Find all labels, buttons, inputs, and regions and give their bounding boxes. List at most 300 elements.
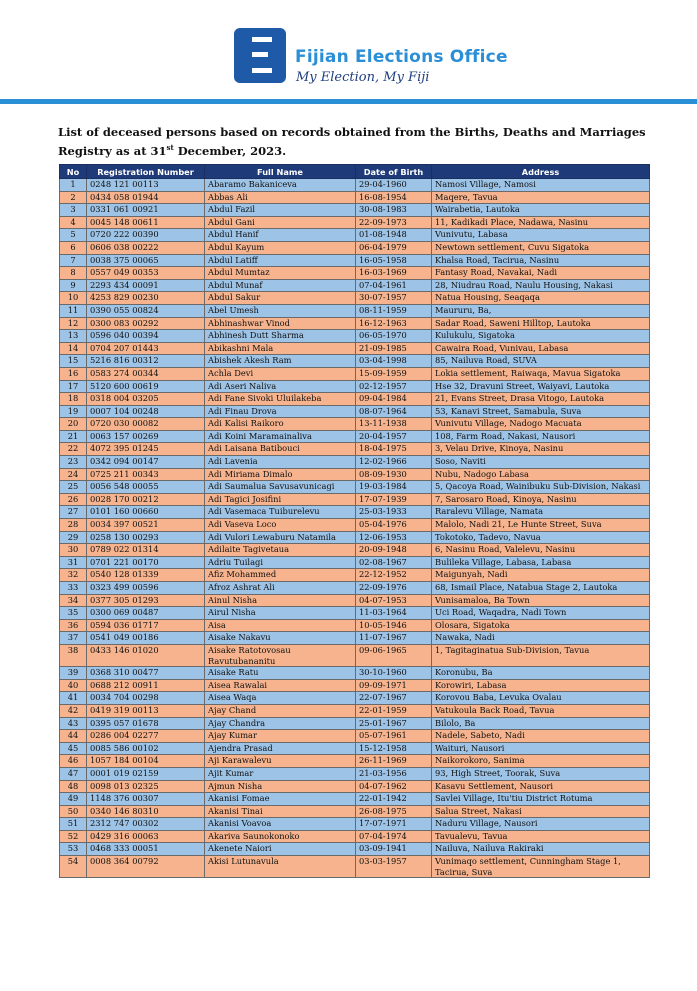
cell-date-of-birth: 07-04-1961 [356,279,432,292]
cell-registration-number: 0390 055 00824 [87,304,205,317]
table-row [60,241,650,254]
cell-registration-number: 0720 222 00390 [87,229,205,242]
cell-date-of-birth: 25-01-1967 [356,717,432,730]
cell-no: 4 [60,216,87,229]
cell-date-of-birth: 30-07-1957 [356,292,432,305]
table-row [60,594,650,607]
cell-no: 19 [60,405,87,418]
cell-address: Bulileka Village, Labasa, Labasa [432,556,650,569]
cell-date-of-birth: 16-05-1958 [356,254,432,267]
table-row [60,267,650,280]
table-row [60,304,650,317]
table-row [60,367,650,380]
cell-full-name: Adi Tagici Josifini [205,493,356,506]
cell-no: 44 [60,730,87,743]
cell-address: Tavualevu, Tavua [432,830,650,843]
cell-address: Nadele, Sabeto, Nadi [432,730,650,743]
cell-address: Vatukoula Back Road, Tavua [432,704,650,717]
cell-registration-number: 0429 316 00063 [87,830,205,843]
cell-date-of-birth: 04-07-1962 [356,780,432,793]
cell-no: 17 [60,380,87,393]
cell-registration-number: 0038 375 00065 [87,254,205,267]
cell-no: 29 [60,531,87,544]
cell-address: 11, Kadikadi Place, Nadawa, Nasinu [432,216,650,229]
cell-registration-number: 0286 004 02277 [87,730,205,743]
cell-date-of-birth: 04-07-1953 [356,594,432,607]
table-row [60,856,650,878]
cell-no: 23 [60,456,87,469]
cell-full-name: Afiz Mohammed [205,569,356,582]
cell-full-name: Ajay Kumar [205,730,356,743]
table-row [60,607,650,620]
cell-address: Newtown settlement, Cuvu Sigatoka [432,241,650,254]
cell-no: 28 [60,519,87,532]
cell-address: Maururu, Ba, [432,304,650,317]
cell-registration-number: 0688 212 00911 [87,679,205,692]
cell-full-name: Abdul Kayum [205,241,356,254]
table-row [60,619,650,632]
table-row [60,755,650,768]
cell-full-name: Adi Koini Maramainaliva [205,430,356,443]
cell-registration-number: 5120 600 00619 [87,380,205,393]
cell-date-of-birth: 26-08-1975 [356,805,432,818]
title-text-end: December, 2023. [173,143,287,158]
cell-full-name: Ajendra Prasad [205,742,356,755]
table-row [60,767,650,780]
cell-date-of-birth: 03-09-1941 [356,843,432,856]
cell-no: 51 [60,818,87,831]
cell-no: 8 [60,267,87,280]
cell-address: 108, Farm Road, Nakasi, Nausori [432,430,650,443]
table-row [60,506,650,519]
cell-registration-number: 0789 022 01314 [87,544,205,557]
logo-stroke [252,68,272,73]
cell-date-of-birth: 02-08-1967 [356,556,432,569]
table-row [60,292,650,305]
cell-full-name: Adriu Tuilagi [205,556,356,569]
cell-address: 6, Nasinu Road, Valelevu, Nasinu [432,544,650,557]
cell-registration-number: 0596 040 00394 [87,330,205,343]
cell-date-of-birth: 20-09-1948 [356,544,432,557]
cell-full-name: Abdul Latiff [205,254,356,267]
cell-full-name: Ajmun Nisha [205,780,356,793]
cell-address: Savlei Village, Itu'tiu District Rotuma [432,793,650,806]
cell-address: 7, Sarosaro Road, Kinoya, Nasinu [432,493,650,506]
cell-address: Tokotoko, Tadevo, Navua [432,531,650,544]
cell-no: 2 [60,191,87,204]
cell-date-of-birth: 15-09-1959 [356,367,432,380]
cell-full-name: Adi Laisana Batibouci [205,443,356,456]
cell-no: 30 [60,544,87,557]
cell-registration-number: 0725 211 00343 [87,468,205,481]
table-row [60,179,650,192]
table-row [60,393,650,406]
table-body [60,179,650,878]
cell-address: Kasavu Settlement, Nausori [432,780,650,793]
table-row [60,355,650,368]
cell-date-of-birth: 05-07-1961 [356,730,432,743]
cell-registration-number: 0704 207 01443 [87,342,205,355]
column-header-address: Address [432,165,650,179]
cell-no: 37 [60,632,87,645]
cell-registration-number: 0063 157 00269 [87,430,205,443]
table-row [60,632,650,645]
cell-registration-number: 0433 146 01020 [87,644,205,666]
table-row [60,704,650,717]
cell-full-name: Abbas Ali [205,191,356,204]
cell-full-name: Adi Finau Drova [205,405,356,418]
cell-address: Nubu, Nadogo Labasa [432,468,650,481]
table-row [60,216,650,229]
cell-registration-number: 0085 586 00102 [87,742,205,755]
table-row [60,793,650,806]
table-row [60,317,650,330]
table-row [60,805,650,818]
cell-full-name: Adi Saumalua Savusavunicagi [205,481,356,494]
table-row [60,730,650,743]
table-row [60,692,650,705]
cell-full-name: Aisa [205,619,356,632]
cell-registration-number: 0248 121 00113 [87,179,205,192]
cell-address: Maigunyah, Nadi [432,569,650,582]
cell-registration-number: 0541 049 00186 [87,632,205,645]
org-tagline: My Election, My Fiji [296,70,430,85]
cell-registration-number: 0045 148 00611 [87,216,205,229]
cell-address: Vunivutu Village, Nadogo Macuata [432,418,650,431]
cell-no: 40 [60,679,87,692]
cell-registration-number: 0368 310 00477 [87,667,205,680]
cell-full-name: Abikashni Mala [205,342,356,355]
table-row [60,556,650,569]
cell-registration-number: 2293 434 00091 [87,279,205,292]
cell-registration-number: 0001 019 02159 [87,767,205,780]
cell-registration-number: 0701 221 00170 [87,556,205,569]
table-row [60,493,650,506]
cell-no: 49 [60,793,87,806]
cell-address: Maqere, Tavua [432,191,650,204]
table-row [60,191,650,204]
cell-date-of-birth: 07-04-1974 [356,830,432,843]
table-row [60,380,650,393]
cell-registration-number: 0377 305 01293 [87,594,205,607]
cell-date-of-birth: 03-04-1998 [356,355,432,368]
cell-registration-number: 0540 128 01339 [87,569,205,582]
cell-no: 11 [60,304,87,317]
cell-date-of-birth: 09-09-1971 [356,679,432,692]
table-row [60,742,650,755]
cell-address: Koronubu, Ba [432,667,650,680]
cell-address: Hse 32, Dravuni Street, Waiyavi, Lautoka [432,380,650,393]
column-header-dob: Date of Birth [356,165,432,179]
document-title [58,124,648,159]
cell-registration-number: 0323 499 00596 [87,582,205,595]
cell-address: 85, Nailuva Road, SUVA [432,355,650,368]
cell-full-name: Adi Lavenia [205,456,356,469]
cell-full-name: Akisi Lutunavula [205,856,356,878]
cell-date-of-birth: 20-04-1957 [356,430,432,443]
cell-full-name: Adi Miriama Dimalo [205,468,356,481]
cell-registration-number: 0028 170 00212 [87,493,205,506]
cell-address: 28, Niudrau Road, Naulu Housing, Nakasi [432,279,650,292]
cell-no: 38 [60,644,87,666]
cell-full-name: Abdul Fazil [205,204,356,217]
cell-no: 15 [60,355,87,368]
cell-no: 18 [60,393,87,406]
cell-registration-number: 0557 049 00353 [87,267,205,280]
cell-registration-number: 0034 397 00521 [87,519,205,532]
cell-address: Raralevu Village, Namata [432,506,650,519]
cell-registration-number: 0720 030 00082 [87,418,205,431]
cell-registration-number: 1148 376 00307 [87,793,205,806]
table-row [60,717,650,730]
column-header-name: Full Name [205,165,356,179]
cell-no: 10 [60,292,87,305]
logo-stroke [252,37,272,42]
cell-full-name: Abaramo Bakaniceva [205,179,356,192]
cell-full-name: Akanisi Voavoa [205,818,356,831]
cell-no: 26 [60,493,87,506]
title-text: List of deceased persons based on records obtained from the Births, Deaths and Marriages Registry as at 31 [58,125,646,158]
cell-address: Waituri, Nausori [432,742,650,755]
cell-full-name: Ajay Chandra [205,717,356,730]
cell-date-of-birth: 22-07-1967 [356,692,432,705]
cell-address: 93, High Street, Toorak, Suva [432,767,650,780]
cell-full-name: Ajit Kumar [205,767,356,780]
cell-date-of-birth: 08-09-1930 [356,468,432,481]
cell-date-of-birth: 08-07-1964 [356,405,432,418]
cell-registration-number: 0342 094 00147 [87,456,205,469]
cell-registration-number: 0034 704 00298 [87,692,205,705]
cell-no: 36 [60,619,87,632]
cell-date-of-birth: 02-12-1957 [356,380,432,393]
table-row [60,544,650,557]
cell-date-of-birth: 11-07-1967 [356,632,432,645]
cell-date-of-birth: 03-03-1957 [356,856,432,878]
cell-address: 53, Kanavi Street, Samabula, Suva [432,405,650,418]
cell-date-of-birth: 15-12-1958 [356,742,432,755]
cell-address: Nailuva, Nailuva Rakiraki [432,843,650,856]
cell-date-of-birth: 09-06-1965 [356,644,432,666]
cell-address: 1, Tagitaginatua Sub-Division, Tavua [432,644,650,666]
cell-date-of-birth: 22-01-1942 [356,793,432,806]
cell-date-of-birth: 22-01-1959 [356,704,432,717]
table-row [60,279,650,292]
cell-address: Wairabetia, Lautoka [432,204,650,217]
cell-registration-number: 0318 004 03205 [87,393,205,406]
cell-date-of-birth: 25-03-1933 [356,506,432,519]
cell-address: Khalsa Road, Tacirua, Nasinu [432,254,650,267]
column-header-registration: Registration Number [87,165,205,179]
title-superscript: st [166,143,174,152]
table-row [60,519,650,532]
cell-date-of-birth: 17-07-1939 [356,493,432,506]
cell-no: 24 [60,468,87,481]
cell-address: Korovou Baba, Levuka Ovalau [432,692,650,705]
cell-full-name: Abel Umesh [205,304,356,317]
logo-stroke [252,52,268,57]
table-row [60,667,650,680]
cell-no: 32 [60,569,87,582]
cell-no: 47 [60,767,87,780]
table-row [60,330,650,343]
cell-date-of-birth: 17-07-1971 [356,818,432,831]
cell-address: Korowiri, Labasa [432,679,650,692]
cell-full-name: Airul Nisha [205,607,356,620]
table-row [60,342,650,355]
cell-no: 52 [60,830,87,843]
cell-full-name: Aisake Ratu [205,667,356,680]
cell-full-name: Abdul Hanif [205,229,356,242]
cell-registration-number: 0300 069 00487 [87,607,205,620]
cell-no: 35 [60,607,87,620]
cell-full-name: Aisake Nakavu [205,632,356,645]
deceased-persons-table [59,164,650,878]
cell-address: Soso, Naviti [432,456,650,469]
cell-no: 7 [60,254,87,267]
cell-no: 6 [60,241,87,254]
cell-no: 43 [60,717,87,730]
cell-registration-number: 4253 829 00230 [87,292,205,305]
cell-address: Bilolo, Ba [432,717,650,730]
table-row [60,418,650,431]
table-row [60,531,650,544]
table-row [60,229,650,242]
cell-date-of-birth: 08-11-1959 [356,304,432,317]
cell-date-of-birth: 21-03-1956 [356,767,432,780]
cell-date-of-birth: 06-05-1970 [356,330,432,343]
table-row [60,569,650,582]
cell-date-of-birth: 06-04-1979 [356,241,432,254]
cell-registration-number: 0331 061 00921 [87,204,205,217]
cell-registration-number: 0258 130 00293 [87,531,205,544]
cell-full-name: Adi Vaseva Loco [205,519,356,532]
cell-registration-number: 4072 395 01245 [87,443,205,456]
cell-address: 3, Velau Drive, Kinoya, Nasinu [432,443,650,456]
cell-no: 50 [60,805,87,818]
cell-no: 20 [60,418,87,431]
cell-registration-number: 0419 319 00113 [87,704,205,717]
cell-address: Naduru Village, Nausori [432,818,650,831]
column-header-no: No [60,165,87,179]
cell-no: 9 [60,279,87,292]
table-row [60,830,650,843]
cell-date-of-birth: 01-08-1948 [356,229,432,242]
cell-date-of-birth: 12-06-1953 [356,531,432,544]
cell-full-name: Abdul Munaf [205,279,356,292]
header-divider [0,99,697,104]
table-row [60,582,650,595]
cell-registration-number: 0007 104 00248 [87,405,205,418]
cell-address: 21, Evans Street, Drasa Vitogo, Lautoka [432,393,650,406]
table-header-row [60,165,650,179]
table-row [60,679,650,692]
cell-date-of-birth: 29-04-1960 [356,179,432,192]
cell-registration-number: 0098 013 02325 [87,780,205,793]
cell-address: Uci Road, Waqadra, Nadi Town [432,607,650,620]
cell-no: 41 [60,692,87,705]
cell-date-of-birth: 22-09-1973 [356,216,432,229]
cell-address: Kulukulu, Sigatoka [432,330,650,343]
cell-no: 16 [60,367,87,380]
cell-address: Natua Housing, Seaqaqa [432,292,650,305]
cell-full-name: Ainul Nisha [205,594,356,607]
cell-registration-number: 1057 184 00104 [87,755,205,768]
cell-date-of-birth: 11-03-1964 [356,607,432,620]
cell-registration-number: 2312 747 00302 [87,818,205,831]
cell-full-name: Abhinesh Dutt Sharma [205,330,356,343]
cell-full-name: Aisea Waqa [205,692,356,705]
cell-full-name: Abdul Sakur [205,292,356,305]
cell-registration-number: 0583 274 00344 [87,367,205,380]
cell-date-of-birth: 19-03-1984 [356,481,432,494]
cell-full-name: Achla Devi [205,367,356,380]
table-row [60,468,650,481]
table-row [60,443,650,456]
cell-date-of-birth: 16-12-1963 [356,317,432,330]
table-row [60,456,650,469]
cell-no: 25 [60,481,87,494]
cell-address: Vunisamaloa, Ba Town [432,594,650,607]
cell-registration-number: 0300 083 00292 [87,317,205,330]
cell-no: 27 [60,506,87,519]
cell-full-name: Adi Vasemaca Tuiburelevu [205,506,356,519]
table-row [60,644,650,666]
cell-address: Lokia settlement, Raiwaqa, Mavua Sigatoka [432,367,650,380]
cell-no: 22 [60,443,87,456]
cell-no: 14 [60,342,87,355]
cell-no: 34 [60,594,87,607]
cell-no: 33 [60,582,87,595]
cell-full-name: Abdul Gani [205,216,356,229]
cell-address: Sadar Road, Saweni Hilltop, Lautoka [432,317,650,330]
cell-date-of-birth: 22-09-1976 [356,582,432,595]
cell-address: Cawaira Road, Vunivau, Labasa [432,342,650,355]
cell-date-of-birth: 21-09-1985 [356,342,432,355]
cell-date-of-birth: 30-08-1983 [356,204,432,217]
table-row [60,430,650,443]
cell-no: 42 [60,704,87,717]
cell-registration-number: 0468 333 00051 [87,843,205,856]
page-header [0,0,697,104]
cell-no: 48 [60,780,87,793]
cell-address: Fantasy Road, Navakai, Nadi [432,267,650,280]
table-row [60,405,650,418]
cell-address: Namosi Village, Namosi [432,179,650,192]
cell-no: 54 [60,856,87,878]
cell-date-of-birth: 30-10-1960 [356,667,432,680]
cell-date-of-birth: 16-08-1954 [356,191,432,204]
org-name: Fijian Elections Office [295,47,508,67]
cell-full-name: Adi Vulori Lewaburu Natamila [205,531,356,544]
cell-date-of-birth: 10-05-1946 [356,619,432,632]
cell-address: Vunimaqo settlement, Cunningham Stage 1, Tacirua, Suva [432,856,650,878]
cell-date-of-birth: 22-12-1952 [356,569,432,582]
cell-date-of-birth: 12-02-1966 [356,456,432,469]
cell-full-name: Akanisi Tinai [205,805,356,818]
cell-full-name: Adi Kalisi Raikoro [205,418,356,431]
cell-full-name: Abhinashwar Vinod [205,317,356,330]
cell-registration-number: 0606 038 00222 [87,241,205,254]
cell-date-of-birth: 16-03-1969 [356,267,432,280]
cell-no: 1 [60,179,87,192]
cell-no: 13 [60,330,87,343]
cell-full-name: Akanisi Fomae [205,793,356,806]
cell-full-name: Ajay Chand [205,704,356,717]
cell-full-name: Aji Karawalevu [205,755,356,768]
cell-no: 45 [60,742,87,755]
cell-address: Salua Street, Nakasi [432,805,650,818]
table-row [60,818,650,831]
